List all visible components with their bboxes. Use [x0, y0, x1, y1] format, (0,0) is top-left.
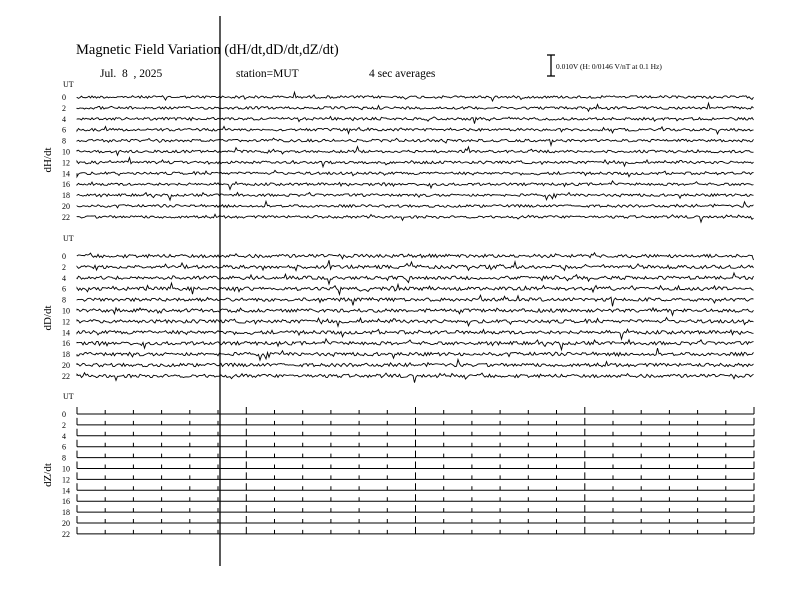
ut-axis-title: UT	[63, 234, 74, 243]
trace-line	[77, 318, 754, 327]
trace-line	[77, 505, 754, 512]
trace-line	[77, 339, 754, 350]
trace-line	[77, 462, 754, 469]
scale-bar	[547, 55, 555, 76]
trace-line	[77, 483, 754, 490]
ut-axis-title: UT	[63, 80, 74, 89]
row-label: 14	[62, 486, 70, 496]
row-label: 20	[62, 361, 70, 370]
trace-line	[77, 451, 754, 458]
trace-line	[77, 373, 754, 383]
row-label: 18	[62, 350, 70, 360]
row-label: 2	[62, 103, 66, 113]
row-label: 18	[62, 191, 70, 201]
trace-line	[77, 147, 754, 156]
row-label: 16	[62, 339, 70, 349]
panel-dZ	[42, 392, 754, 539]
trace-line	[77, 494, 754, 501]
row-label: 22	[62, 529, 70, 539]
trace-line	[77, 516, 754, 523]
row-label: 16	[62, 180, 70, 190]
row-label: 0	[62, 410, 66, 419]
panel-dD	[42, 234, 754, 383]
station-label: station=MUT	[236, 68, 299, 80]
row-label: 0	[62, 252, 66, 261]
row-label: 20	[62, 202, 70, 211]
trace-line	[77, 295, 754, 306]
trace-line	[77, 407, 754, 414]
trace-line	[77, 138, 754, 145]
row-label: 12	[62, 317, 70, 327]
trace-line	[77, 527, 754, 534]
trace-line	[77, 329, 754, 339]
averaging-label: 4 sec averages	[369, 68, 436, 80]
row-label: 2	[62, 262, 66, 272]
row-label: 8	[62, 136, 66, 146]
trace-line	[77, 170, 754, 176]
trace-line	[77, 429, 754, 436]
trace-line	[77, 201, 754, 207]
row-label: 22	[62, 371, 70, 381]
row-label: 6	[62, 442, 66, 452]
row-label: 4	[62, 273, 66, 283]
trace-line	[77, 308, 754, 315]
trace-line	[77, 103, 754, 111]
row-label: 12	[62, 475, 70, 485]
row-label: 18	[62, 508, 70, 518]
trace-line	[77, 126, 754, 134]
chart-title: Magnetic Field Variation (dH/dt,dD/dt,dZ/dt)	[76, 42, 339, 58]
row-label: 14	[62, 169, 70, 179]
trace-line	[77, 440, 754, 447]
panels-group	[42, 80, 754, 539]
row-label: 2	[62, 420, 66, 430]
row-label: 10	[62, 147, 70, 157]
panel-ylabel: dZ/dt	[42, 463, 54, 487]
row-label: 10	[62, 306, 70, 316]
panel-ylabel: dH/dt	[42, 147, 54, 173]
row-label: 4	[62, 114, 66, 124]
row-label: 14	[62, 328, 70, 338]
trace-line	[77, 193, 754, 201]
row-label: 12	[62, 158, 70, 168]
ut-axis-title: UT	[63, 392, 74, 401]
scale-label: 0.010V (H: 0/0146 V/nT at 0.1 Hz)	[556, 62, 662, 71]
row-label: 0	[62, 93, 66, 102]
row-label: 22	[62, 212, 70, 222]
row-label: 16	[62, 497, 70, 507]
trace-line	[77, 117, 754, 124]
trace-line	[77, 283, 754, 294]
row-label: 6	[62, 284, 66, 294]
row-label: 10	[62, 464, 70, 474]
row-label: 6	[62, 125, 66, 135]
trace-line	[77, 260, 754, 270]
panel-ylabel: dD/dt	[42, 305, 54, 331]
date-label: Jul. 8 , 2025	[100, 68, 163, 80]
row-label: 4	[62, 431, 66, 441]
trace-line	[77, 158, 754, 167]
row-label: 8	[62, 453, 66, 463]
trace-line	[77, 273, 754, 284]
trace-line	[77, 92, 754, 101]
trace-line	[77, 253, 754, 260]
trace-line	[77, 348, 754, 360]
trace-line	[77, 472, 754, 479]
trace-line	[77, 214, 754, 222]
row-label: 20	[62, 519, 70, 528]
trace-line	[77, 181, 754, 190]
row-label: 8	[62, 295, 66, 305]
trace-line	[77, 418, 754, 425]
trace-line	[77, 360, 754, 367]
panel-dH	[42, 80, 754, 222]
